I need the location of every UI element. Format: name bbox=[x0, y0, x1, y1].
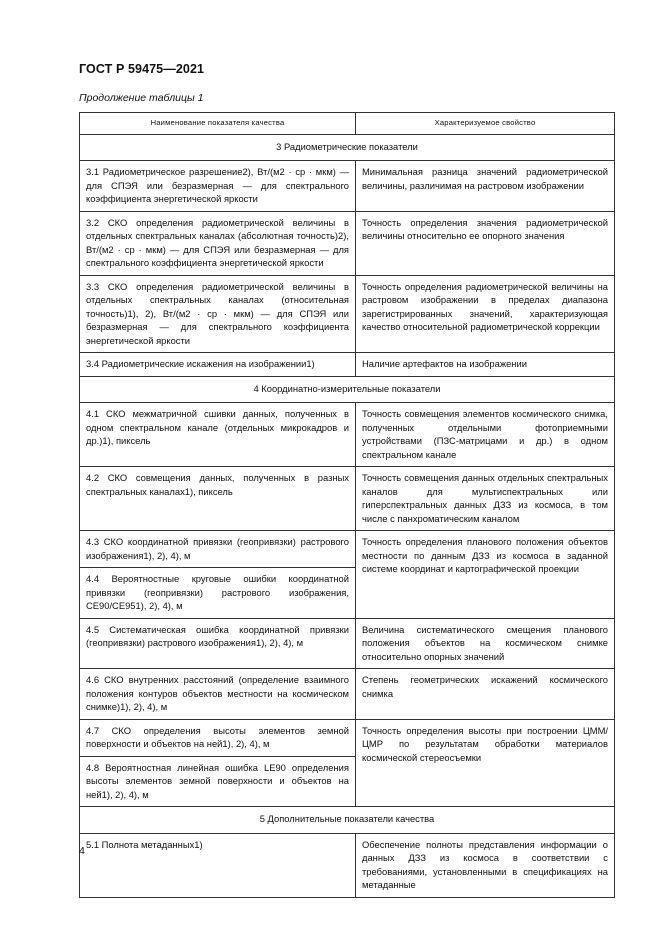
indicator-property: Минимальная разница значений радиометрической величины, различимая на растровом изображении bbox=[356, 161, 615, 212]
indicator-property: Точность определения радиометрической величины на растровом изображении в пределах диапазона зарегистрированных значений, характеризующая качество относительной радиометрической коррекции bbox=[356, 275, 615, 353]
section-title: 5 Дополнительные показатели качества bbox=[80, 807, 615, 834]
indicator-name: 4.5 Систематическая ошибка координатной привязки (геопривязки) растрового изображения1), 2), 4), м bbox=[80, 618, 356, 669]
indicator-property: Точность определения значения радиометрической величины относительно ее опорного значения bbox=[356, 211, 615, 275]
indicator-name: 4.4 Вероятностные круговые ошибки координатной привязки (геопривязки) растрового изображения, CE90/CE951), 2), 4), м bbox=[80, 568, 356, 619]
table-row bbox=[80, 211, 615, 275]
indicator-name: 4.3 СКО координатной привязки (геопривязки) растрового изображения1), 2), 4), м bbox=[80, 531, 356, 568]
section-title: 3 Радиометрические показатели bbox=[80, 134, 615, 161]
indicator-name: 4.2 СКО совмещения данных, полученных в разных спектральных каналах1), пиксель bbox=[80, 467, 356, 531]
indicator-name: 3.2 СКО определения радиометрической величины в отдельных спектральных каналах (абсолютная точность)2), Вт/(м2 · ср · мкм) — для СПЭЯ или безразмерная — для спектрального коэффициента энергетической яркости bbox=[80, 211, 356, 275]
column-header-name: Наименование показателя качества bbox=[80, 113, 356, 135]
table-row bbox=[80, 669, 615, 720]
indicator-property: Наличие артефактов на изображении bbox=[356, 353, 615, 377]
table-row bbox=[80, 161, 615, 212]
indicator-name: 5.1 Полнота метаданных1) bbox=[80, 833, 356, 897]
table-row bbox=[80, 531, 615, 568]
table-row bbox=[80, 275, 615, 353]
column-header-property: Характеризуемое свойство bbox=[356, 113, 615, 135]
table-row bbox=[80, 618, 615, 669]
indicator-property: Точность совмещения данных отдельных спектральных каналов для мультиспектральных или гиперспектральных данных ДЗЗ из космоса, в том числе с панхроматическим каналом bbox=[356, 467, 615, 531]
table-row bbox=[80, 467, 615, 531]
indicator-name: 4.6 СКО внутренних расстояний (определение взаимного положения контуров объектов местности на космическом снимке)1), 2), 4), м bbox=[80, 669, 356, 720]
page-number: 4 bbox=[79, 845, 85, 857]
table-row bbox=[80, 833, 615, 897]
indicator-name: 4.7 СКО определения высоты элементов земной поверхности и объектов на ней1), 2), 4), м bbox=[80, 719, 356, 756]
indicator-property: Точность определения планового положения объектов местности по данным ДЗЗ из космоса в заданной системе координат и картографической проекции bbox=[356, 531, 615, 619]
table-row bbox=[80, 353, 615, 377]
indicator-property: Точность совмещения элементов космического снимка, полученных отдельными фотоприемными устройствами (ПЗС-матрицами и др.) в одном спектральном канале bbox=[356, 403, 615, 467]
indicator-name: 4.8 Вероятностная линейная ошибка LE90 определения высоты элементов земной поверхности и объектов на ней1), 2), 4), м bbox=[80, 756, 356, 807]
table-row bbox=[80, 403, 615, 467]
indicator-name: 3.4 Радиометрические искажения на изображении1) bbox=[80, 353, 356, 377]
table-row bbox=[80, 719, 615, 756]
indicator-name: 3.3 СКО определения радиометрической величины в отдельных спектральных каналах (относительная точность)1), 2), Вт/(м2 · ср · мкм) — для СПЭЯ или безразмерная — для спектрального коэффициента энергетической яркости bbox=[80, 275, 356, 353]
indicator-name: 4.1 СКО межматричной сшивки данных, полученных в одном спектральном канале (отдельных микрокадров и др.)1), пиксель bbox=[80, 403, 356, 467]
section-title: 4 Координатно-измерительные показатели bbox=[80, 376, 615, 403]
indicator-property: Величина систематического смещения планового положения объектов на космическом снимке относительно опорных значений bbox=[356, 618, 615, 669]
document-code: ГОСТ Р 59475—2021 bbox=[79, 62, 205, 76]
indicator-property: Обеспечение полноты представления информации о данных ДЗЗ из космоса в соответствии с требованиями, установленными в спецификациях на метаданные bbox=[356, 833, 615, 897]
indicator-property: Степень геометрических искажений космического снимка bbox=[356, 669, 615, 720]
indicator-name: 3.1 Радиометрическое разрешение2), Вт/(м2 · ср · мкм) — для СПЭЯ или безразмерная — для спектрального коэффициента энергетической яркости bbox=[80, 161, 356, 212]
table-continuation-caption: Продолжение таблицы 1 bbox=[79, 92, 204, 104]
indicator-property: Точность определения высоты при построении ЦММ/ЦМР по результатам обработки материалов космической стереосъемки bbox=[356, 719, 615, 807]
quality-indicators-table bbox=[79, 112, 615, 898]
